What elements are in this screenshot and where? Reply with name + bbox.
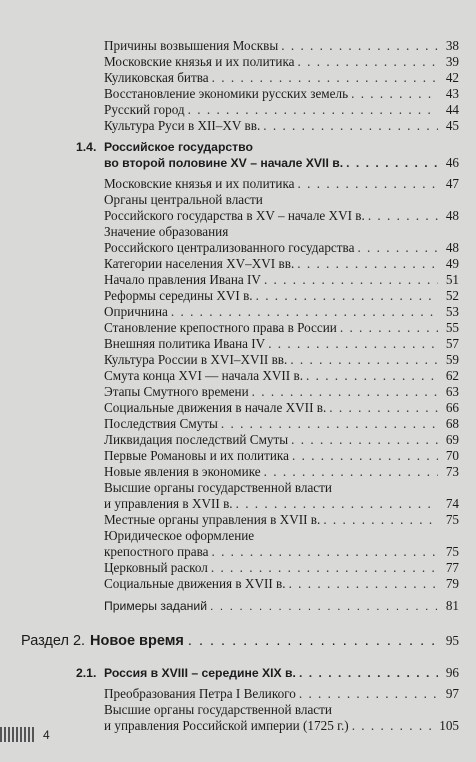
- entry-title: Куликовская битва: [104, 70, 209, 85]
- leader-dots: [297, 256, 438, 272]
- footer-stripes: [0, 727, 36, 742]
- toc-entry: [104, 432, 459, 448]
- entry-page: 55: [445, 320, 459, 335]
- toc-entry: [104, 512, 459, 528]
- entry-page: 39: [445, 54, 459, 69]
- toc-entry: [104, 336, 459, 352]
- toc-entry: [104, 352, 459, 368]
- entry-page: 79: [445, 576, 459, 591]
- leader-dots: [211, 544, 438, 560]
- entry-title: Этапы Смутного времени: [104, 384, 249, 399]
- leader-dots: [264, 464, 438, 480]
- entry-title: Церковный раскол: [104, 560, 208, 575]
- toc-entry-examples: [104, 598, 459, 614]
- toc-entry: [104, 384, 459, 400]
- entry-page: 97: [445, 686, 459, 701]
- entry-title-line1: Высшие органы государственной власти: [104, 480, 332, 495]
- entry-page: 62: [445, 368, 459, 383]
- entry-title-line1: Юридическое оформление: [104, 528, 255, 543]
- toc-entry: [104, 70, 459, 86]
- section-title: Россия в XVIII – середине XIX в.: [104, 666, 296, 680]
- section-title-line2: во второй половине XV – начале XVII в.: [104, 156, 344, 170]
- entry-title-line2: и управления Российской империи (1725 г.): [104, 718, 349, 733]
- entry-title-line2: Российского централизованного государства: [104, 240, 355, 255]
- toc-entry: [104, 560, 459, 576]
- leader-dots: [329, 400, 438, 416]
- toc-entry: [104, 208, 459, 224]
- entry-title: Культура России в XVI–XVII вв.: [104, 352, 288, 367]
- section-number: 1.4.: [76, 140, 97, 154]
- leader-dots: [268, 336, 438, 352]
- leader-dots: [210, 598, 438, 614]
- entry-page: 43: [445, 86, 459, 101]
- toc-entry: [104, 54, 459, 70]
- entry-page: 81: [445, 598, 459, 613]
- entry-page: 52: [445, 288, 459, 303]
- leader-dots: [299, 665, 438, 681]
- toc-entry: [104, 718, 459, 734]
- entry-title: Смута конца XVI — начала XVII в.: [104, 368, 303, 383]
- leader-dots: [306, 368, 438, 384]
- entry-page: 49: [445, 256, 459, 271]
- entry-page: 63: [445, 384, 459, 399]
- entry-title-line2: крепостного права: [104, 544, 209, 559]
- entry-page: 48: [445, 208, 459, 223]
- entry-page: 69: [445, 432, 459, 447]
- section-number: 2.1.: [76, 666, 97, 680]
- entry-title: Культура Руси в XII–XV вв.: [104, 118, 261, 133]
- entry-title: Московские князья и их политика: [104, 54, 295, 69]
- entry-page: 70: [445, 448, 459, 463]
- leader-dots: [211, 560, 438, 576]
- entry-page: 66: [445, 400, 459, 415]
- leader-dots: [298, 54, 438, 70]
- leader-dots: [298, 176, 438, 192]
- entry-page: 53: [445, 304, 459, 319]
- toc-entry: [104, 496, 459, 512]
- entry-title: Начало правления Ивана IV: [104, 272, 261, 287]
- toc-entry: [104, 272, 459, 288]
- entry-title-line1: Значение образования: [104, 224, 229, 239]
- entry-title: Местные органы управления в XVII в.: [104, 512, 321, 527]
- entry-page: 46: [445, 155, 459, 170]
- toc-entry: [104, 576, 459, 592]
- leader-dots: [351, 86, 438, 102]
- entry-title: Первые Романовы и их политика: [104, 448, 289, 463]
- entry-title: Новые явления в экономике: [104, 464, 261, 479]
- entry-page: 51: [445, 272, 459, 287]
- toc-entry: [104, 686, 459, 702]
- leader-dots: [188, 102, 438, 118]
- entry-title: Московские князья и их политика: [104, 176, 295, 191]
- leader-dots: [290, 352, 438, 368]
- leader-dots: [289, 576, 438, 592]
- part-heading: [21, 632, 459, 650]
- entry-title: Преобразования Петра I Великого: [104, 686, 296, 701]
- entry-title-line2: Российского государства в XV – начале XVI в.: [104, 208, 365, 223]
- entry-page: 96: [445, 665, 459, 680]
- leader-dots: [171, 304, 438, 320]
- entry-page: 48: [445, 240, 459, 255]
- leader-dots: [346, 155, 438, 171]
- toc-entry: [104, 304, 459, 320]
- toc-entry: [104, 240, 459, 256]
- entry-title: Опричнина: [104, 304, 168, 319]
- leader-dots: [252, 384, 438, 400]
- toc-entry: [104, 38, 459, 54]
- section-title-line1: Российское государство: [104, 140, 253, 154]
- entry-title-line2: и управления в XVII в.: [104, 496, 233, 511]
- entry-title: Причины возвышения Москвы: [104, 38, 279, 53]
- section-heading: [104, 665, 459, 681]
- page-number: 4: [43, 728, 50, 742]
- entry-page: 105: [439, 718, 459, 733]
- leader-dots: [221, 416, 438, 432]
- entry-page: 73: [445, 464, 459, 479]
- entry-title: Социальные движения в начале XVII в.: [104, 400, 327, 415]
- entry-page: 57: [445, 336, 459, 351]
- entry-title: Восстановление экономики русских земель: [104, 86, 349, 101]
- entry-title: Примеры заданий: [104, 599, 208, 613]
- toc-entry: [104, 256, 459, 272]
- leader-dots: [299, 686, 438, 702]
- leader-dots: [352, 718, 437, 734]
- leader-dots: [340, 320, 438, 336]
- entry-page: 68: [445, 416, 459, 431]
- toc-entry: [104, 464, 459, 480]
- entry-page: 75: [445, 544, 459, 559]
- toc-entry: [104, 448, 459, 464]
- toc-entry: [104, 400, 459, 416]
- entry-title: Становление крепостного права в России: [104, 320, 337, 335]
- leader-dots: [188, 632, 442, 650]
- entry-title: Внешняя политика Ивана IV: [104, 336, 266, 351]
- entry-title: Социальные движения в XVII в.: [104, 576, 286, 591]
- leader-dots: [264, 272, 438, 288]
- entry-page: 59: [445, 352, 459, 367]
- toc-entry: [104, 288, 459, 304]
- entry-page: 77: [445, 560, 459, 575]
- entry-page: 44: [445, 102, 459, 117]
- entry-title: Ликвидация последствий Смуты: [104, 432, 289, 447]
- toc-entry: [104, 368, 459, 384]
- toc-entry: [104, 118, 459, 134]
- toc-entry: [104, 176, 459, 192]
- entry-page: 47: [445, 176, 459, 191]
- entry-title-line1: Высшие органы государственной власти: [104, 702, 332, 717]
- entry-title: Реформы середины XVI в.: [104, 288, 253, 303]
- leader-dots: [368, 208, 438, 224]
- entry-page: 42: [445, 70, 459, 85]
- leader-dots: [357, 240, 438, 256]
- entry-page: 75: [445, 512, 459, 527]
- leader-dots: [256, 288, 438, 304]
- entry-page: 95: [445, 633, 459, 648]
- entry-page: 45: [445, 118, 459, 133]
- leader-dots: [236, 496, 438, 512]
- toc-entry: [104, 320, 459, 336]
- entry-title: Категории населения XV–XVI вв.: [104, 256, 295, 271]
- leader-dots: [281, 38, 438, 54]
- toc-entry: [104, 416, 459, 432]
- leader-dots: [263, 118, 438, 134]
- entry-page: 38: [445, 38, 459, 53]
- entry-page: 74: [445, 496, 459, 511]
- leader-dots: [323, 512, 438, 528]
- part-title: Новое время: [90, 633, 184, 649]
- toc-entry: [104, 544, 459, 560]
- leader-dots: [292, 448, 438, 464]
- toc-entry: [104, 102, 459, 118]
- leader-dots: [212, 70, 438, 86]
- leader-dots: [291, 432, 438, 448]
- section-heading: [104, 155, 459, 171]
- toc-entry: [104, 86, 459, 102]
- entry-title: Русский город: [104, 102, 185, 117]
- entry-title-line1: Органы центральной власти: [104, 192, 263, 207]
- part-label: Раздел 2.: [21, 633, 86, 649]
- entry-title: Последствия Смуты: [104, 416, 218, 431]
